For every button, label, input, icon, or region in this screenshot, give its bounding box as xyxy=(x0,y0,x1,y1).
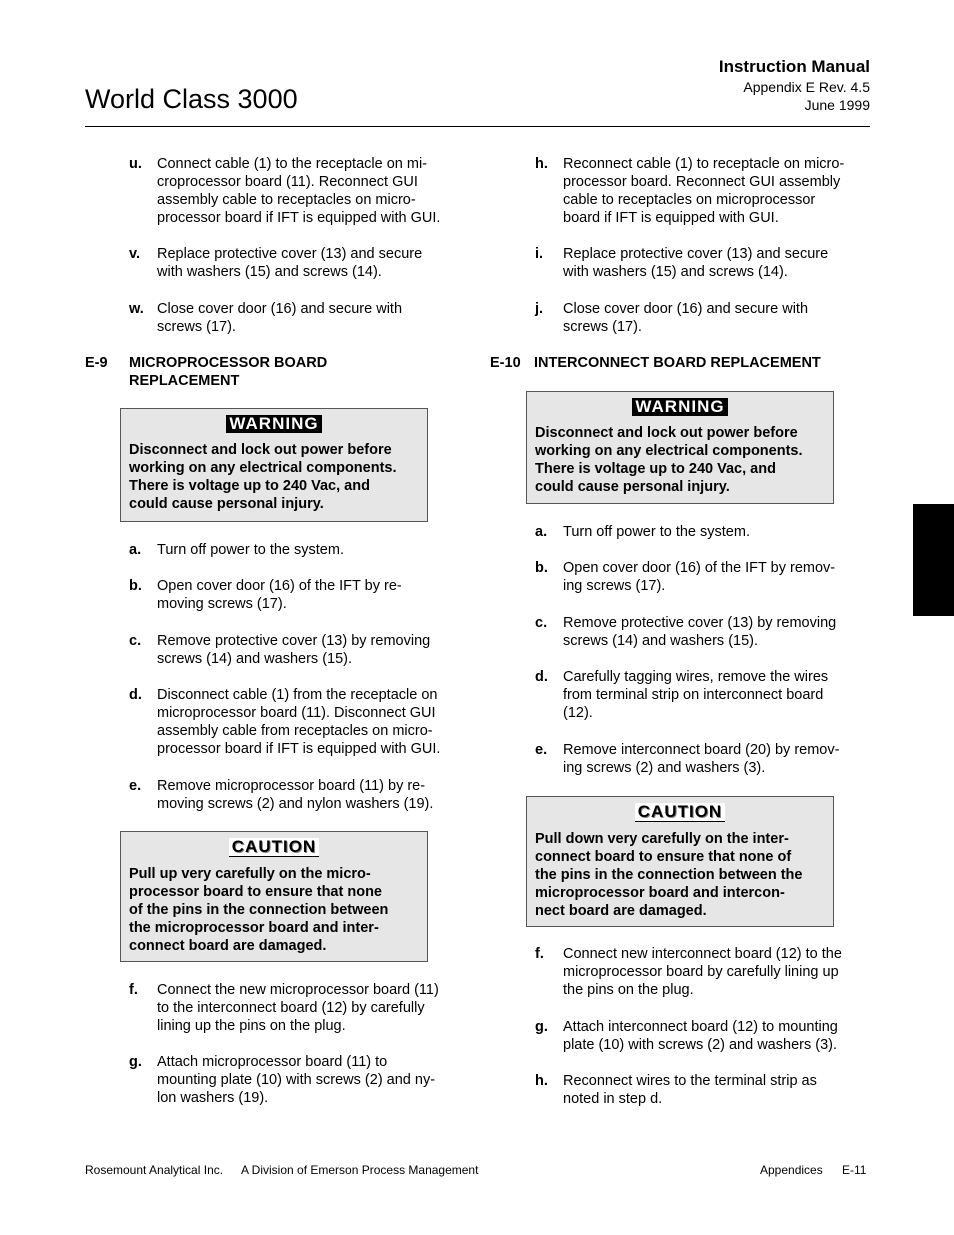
step-letter: g. xyxy=(535,1019,548,1035)
caution-box xyxy=(120,831,428,962)
step-text: Close cover door (16) and secure with screws (17). xyxy=(157,301,403,335)
header-divider xyxy=(85,126,870,127)
section-title: INTERCONNECT BOARD REPLACEMENT xyxy=(534,355,821,371)
step-text: Reconnect wires to the terminal strip as noted in step d. xyxy=(563,1073,817,1107)
caution-text: Pull up very carefully on the micro- processor board to ensure that none of the pins in the connection between the microprocessor board and inter- connect board are damaged. xyxy=(129,866,389,954)
warning-text: Disconnect and lock out power before working on any electrical components. There is voltage up to 240 Vac, and could cause personal injury. xyxy=(129,442,397,512)
step-letter: g. xyxy=(129,1054,142,1070)
step-letter: j. xyxy=(535,301,544,317)
manual-label: Instruction Manual xyxy=(718,57,870,76)
step-text: Open cover door (16) of the IFT by remov- ing screws (17). xyxy=(563,560,836,594)
step-text: Remove interconnect board (20) by remov- ing screws (2) and washers (3). xyxy=(563,742,840,776)
footer-section: Appendices xyxy=(760,1163,823,1177)
step-letter: e. xyxy=(129,778,142,794)
step-letter: h. xyxy=(535,156,548,172)
step-letter: f. xyxy=(129,982,138,998)
step-text: Replace protective cover (13) and secure with washers (15) and screws (14). xyxy=(157,246,423,280)
step-text: Turn off power to the system. xyxy=(563,524,750,540)
warning-text: Disconnect and lock out power before working on any electrical components. There is voltage up to 240 Vac, and could cause personal injury. xyxy=(535,425,803,495)
footer-company: Rosemount Analytical Inc. xyxy=(85,1163,224,1177)
caution-text: Pull down very carefully on the inter- connect board to ensure that none of the pins in the connection between the microprocessor board and intercon- nect board are damaged. xyxy=(535,831,803,919)
caution-label: CAUTION xyxy=(635,803,725,822)
section-tab-marker xyxy=(913,504,954,616)
step-text: Attach interconnect board (12) to mounting plate (10) with screws (2) and washers (3). xyxy=(563,1019,838,1053)
step-letter: d. xyxy=(129,687,142,703)
step-text: Carefully tagging wires, remove the wires from terminal strip on interconnect board (12). xyxy=(563,669,829,721)
step-letter: v. xyxy=(129,246,141,262)
step-text: Disconnect cable (1) from the receptacle on microprocessor board (11). Disconnect GUI assembly cable from receptacles on micro- processor board if IFT is equipped with GUI. xyxy=(157,687,441,757)
header-info xyxy=(719,56,870,114)
step-letter: f. xyxy=(535,946,544,962)
step-letter: i. xyxy=(535,246,544,262)
page-number: E-11 xyxy=(842,1163,867,1177)
step-letter: c. xyxy=(535,615,548,631)
warning-label: WARNING xyxy=(226,415,321,433)
step-text: Connect new interconnect board (12) to the microprocessor board by carefully lining up the pins on the plug. xyxy=(563,946,842,998)
step-letter: b. xyxy=(129,578,142,594)
step-letter: d. xyxy=(535,669,548,685)
step-letter: a. xyxy=(535,524,548,540)
step-letter: c. xyxy=(129,633,142,649)
warning-box xyxy=(526,391,834,504)
step-text: Turn off power to the system. xyxy=(157,542,344,558)
step-text: Attach microprocessor board (11) to mounting plate (10) with screws (2) and ny- lon washers (19). xyxy=(157,1054,436,1106)
warning-label: WARNING xyxy=(632,398,727,416)
document-title: World Class 3000 xyxy=(85,84,298,114)
step-text: Connect the new microprocessor board (11) to the interconnect board (12) by carefully lining up the pins on the plug. xyxy=(157,982,439,1034)
step-text: Remove protective cover (13) by removing screws (14) and washers (15). xyxy=(157,633,431,667)
step-letter: a. xyxy=(129,542,142,558)
step-letter: b. xyxy=(535,560,548,576)
step-text: Remove protective cover (13) by removing screws (14) and washers (15). xyxy=(563,615,837,649)
step-text: Connect cable (1) to the receptacle on mi- croprocessor board (11). Reconnect GUI assembly cable to receptacles on micro- processor board if IFT is equipped with GUI. xyxy=(157,156,441,226)
step-text: Reconnect cable (1) to receptacle on micro- processor board. Reconnect GUI assembly cable to receptacles on microprocessor board if IFT is equipped with GUI. xyxy=(563,156,845,226)
section-number: E-10 xyxy=(490,355,521,371)
section-number: E-9 xyxy=(85,355,108,371)
section-title: MICROPROCESSOR BOARD REPLACEMENT xyxy=(129,355,328,389)
step-text: Open cover door (16) of the IFT by re- moving screws (17). xyxy=(157,578,402,612)
footer-division: A Division of Emerson Process Management xyxy=(241,1163,479,1177)
step-text: Close cover door (16) and secure with screws (17). xyxy=(563,301,809,335)
revision-date: June 1999 xyxy=(804,97,870,113)
step-text: Replace protective cover (13) and secure with washers (15) and screws (14). xyxy=(563,246,829,280)
caution-label: CAUTION xyxy=(229,838,319,857)
step-text: Remove microprocessor board (11) by re- moving screws (2) and nylon washers (19). xyxy=(157,778,434,812)
step-letter: e. xyxy=(535,742,548,758)
step-letter: w. xyxy=(129,301,144,317)
step-letter: h. xyxy=(535,1073,548,1089)
caution-box xyxy=(526,796,834,927)
warning-box xyxy=(120,408,428,522)
appendix-revision: Appendix E Rev. 4.5 xyxy=(743,79,870,95)
step-letter: u. xyxy=(129,156,142,172)
